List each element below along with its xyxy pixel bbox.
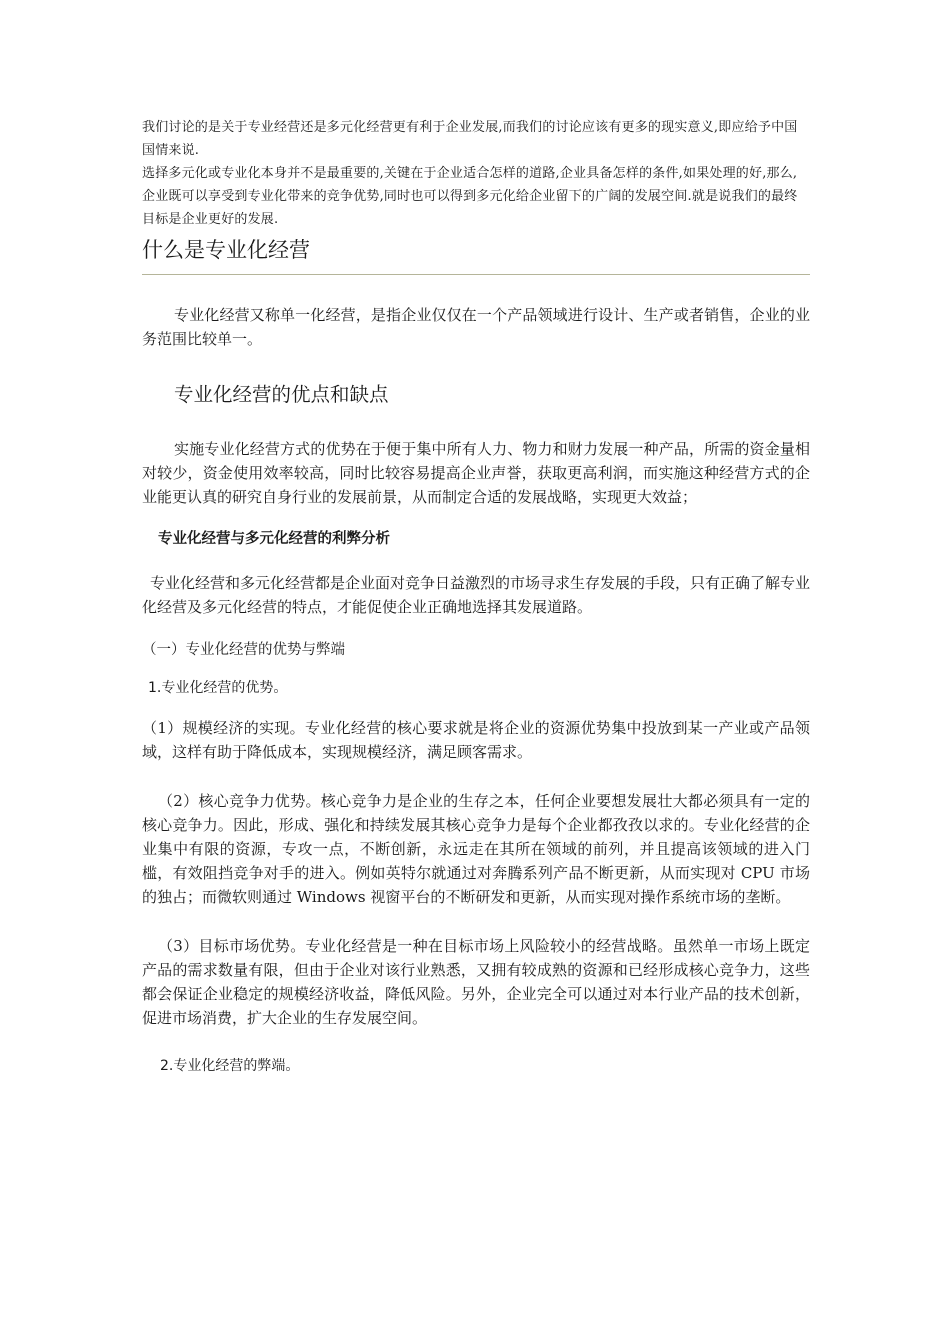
analysis-paragraph: 专业化经营和多元化经营都是企业面对竞争日益激烈的市场寻求生存发展的手段，只有正确了解专业化经营及多元化经营的特点，才能促使企业正确地选择其发展道路。 — [142, 574, 811, 616]
advantage-item-3: （3）目标市场优势。专业化经营是一种在目标市场上风险较小的经营战略。虽然单一市场上既定产品的需求数量有限，但由于企业对该行业熟悉，又拥有较成熟的资源和已经形成核心竞争力，这些都会保证企业稳定的规模经济收益，降低风险。另外，企业完全可以通过对本行业产品的技术创新，促进市场消费，扩大企业的生存发展空间。 — [142, 937, 810, 1027]
heading-divider — [142, 274, 810, 275]
advantage-item-1: （1）规模经济的实现。专业化经营的核心要求就是将企业的资源优势集中投放到某一产业或产品领域，这样有助于降低成本，实现规模经济，满足顾客需求。 — [142, 719, 810, 761]
section-heading-pros-cons: 专业化经营的优点和缺点 — [174, 383, 389, 406]
intro-paragraph-1: 我们讨论的是关于专业经营还是多元化经营更有利于企业发展,而我们的讨论应该有更多的现实意义,即应给予中国国情来说. — [142, 120, 798, 158]
document-page — [142, 116, 810, 1077]
definition-paragraph: 专业化经营又称单一化经营，是指企业仅仅在一个产品领域进行设计、生产或者销售，企业的业务范围比较单一。 — [142, 306, 810, 348]
advantages-paragraph: 实施专业化经营方式的优势在于便于集中所有人力、物力和财力发展一种产品，所需的资金量相对较少，资金使用效率较高，同时比较容易提高企业声誉，获取更高利润，而实施这种经营方式的企业能更认真的研究自身行业的发展前景，从而制定合适的发展战略，实现更大效益； — [142, 440, 810, 506]
advantage-item-2: （2）核心竞争力优势。核心竞争力是企业的生存之本，任何企业要想发展壮大都必须具有一定的核心竞争力。因此，形成、强化和持续发展其核心竞争力是每个企业都孜孜以求的。专业化经营的企业集中有限的资源，专攻一点，不断创新，永远走在其所在领域的前列，并且提高该领域的进入门槛，有效阻挡竞争对手的进入。例如英特尔就通过对奔腾系列产品不断更新，从而实现对 CPU 市场的独占；而微软则通过 Windows 视窗平台的不断研发和更新，从而实现对操作系统市场的垄断。 — [142, 792, 810, 906]
section-heading-what-is: 什么是专业化经营 — [142, 238, 310, 262]
subheading-advantages: 1.专业化经营的优势。 — [148, 680, 288, 696]
intro-paragraph-2: 选择多元化或专业化本身并不是最重要的,关键在于企业适合怎样的道路,企业具备怎样的条件,如果处理的好,那么,企业既可以享受到专业化带来的竞争优势,同时也可以得到多元化给企业留下的广阔的发展空间.就是说我们的最终目标是企业更好的发展. — [142, 166, 798, 227]
section-heading-analysis: 专业化经营与多元化经营的利弊分析 — [158, 530, 390, 547]
subheading-one: （一）专业化经营的优势与弊端 — [142, 642, 345, 658]
subheading-disadvantages: 2.专业化经营的弊端。 — [160, 1058, 300, 1074]
